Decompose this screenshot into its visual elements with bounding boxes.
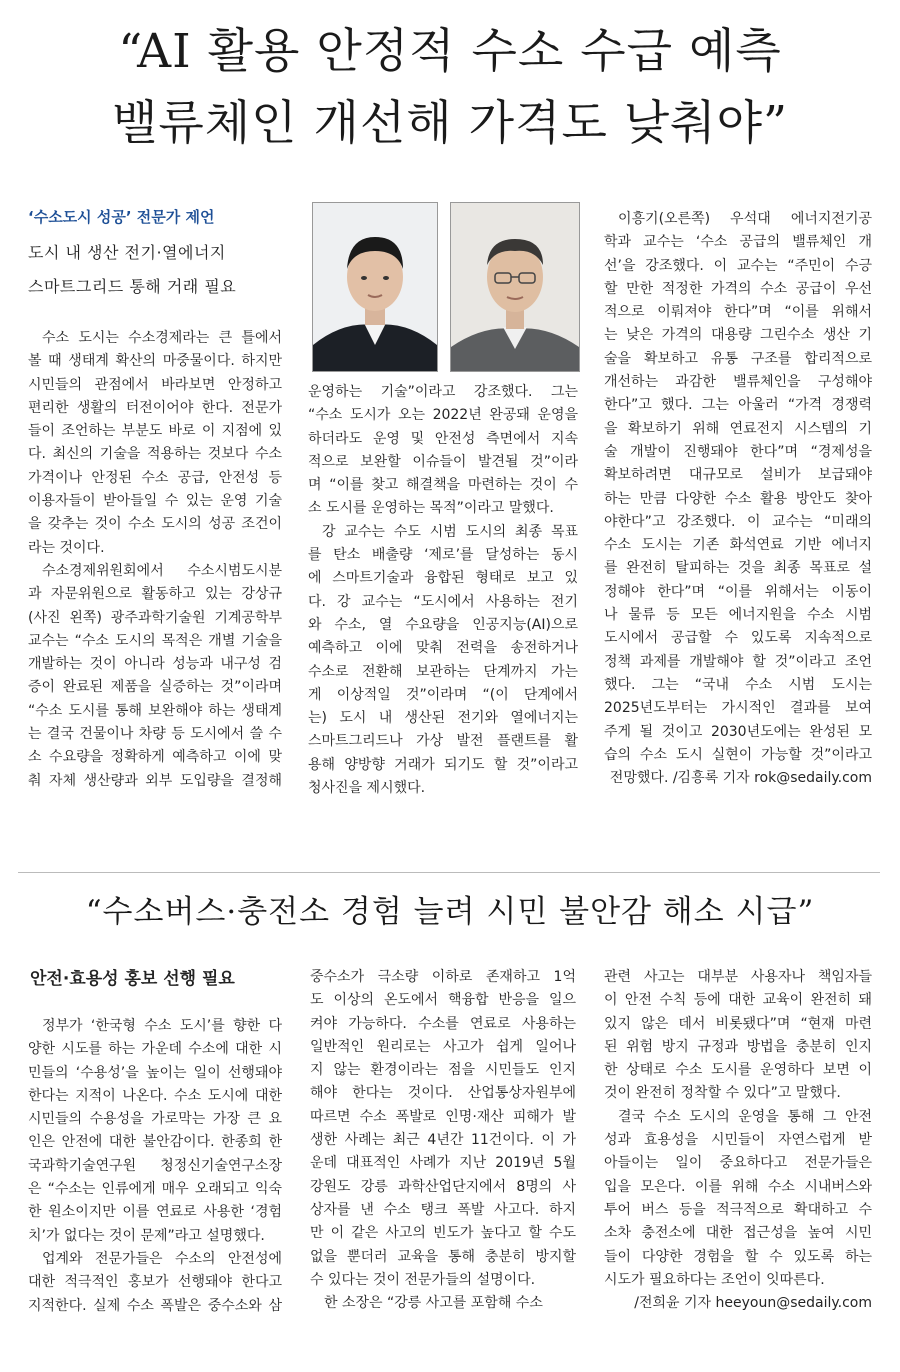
article2-column-1 [28,1015,282,1318]
text-line: 개선하는 과감한 밸류체인을 구성해야 [604,374,872,391]
text-line: 이용자들이 받아들일 수 있는 운영 기술 [28,493,282,510]
text-line: 전망했다. /김흥록 기자 rok@sedaily.com [609,770,872,787]
text-line: 2025년도부터는 가시적인 결과를 보여 [604,700,872,717]
text-line: 관련 사고는 대부분 사용자나 책임자들 [604,969,872,985]
text-line: 개발하는 것이 아니라 성능과 내구성 검 [28,656,282,673]
text-line: 적으로 이뤄져야 한다”며 “이를 위해서 [604,304,872,321]
text-line: 춰 자체 생산량과 외부 도입량을 결정해 [28,772,282,789]
text-line: 을 갖추는 것이 수소 도시의 성공 조건이 [28,516,282,533]
text-line: 나 물류 등 모든 에너지원을 수소 시범 [604,607,872,624]
text-line: 다. 강 교수는 “도시에서 사용하는 전기 [308,593,578,610]
text-line: (사진 왼쪽) 광주과학기술원 기계공학부 [28,609,282,626]
section-divider [18,872,880,873]
text-line: 이 안전 수칙 등에 대한 교육이 완전히 돼 [604,992,872,1009]
text-line: 가격이나 안정된 수소 공급, 안전성 등 [28,469,282,486]
text-line: 중수소가 극소량 이하로 존재하고 1억 [310,969,576,985]
text-line: 주게 될 것이고 2030년도에는 완성된 모 [604,723,872,740]
text-line: 는) 도시 내 생산된 전기와 열에너지는 [308,710,578,727]
text-line: 게 이상적일 것”이라며 “(이 단계에서 [308,686,578,703]
text-line: 며 “이를 찾고 해결책을 마련하는 것이 수 [308,477,578,494]
text-line: 교수는 “수소 도시의 목적은 개별 기술을 [28,632,282,649]
text-line: 이흥기(오른쪽) 우석대 에너지전기공 [618,211,872,227]
text-line: 할 만한 적정한 가격의 수소 공급이 우선 [604,280,872,297]
text-line: 소 도시를 운영하는 목적”이라고 말했다. [308,500,554,517]
article2-column-2 [310,966,576,1315]
text-line: 소 수요량을 정확하게 예측하고 이에 맞 [28,749,282,766]
text-line: 지적한다. 실제 수소 폭발은 중수소와 삼 [28,1297,282,1314]
text-line: 한 상태로 수소 도시를 운영하다 보면 이 [604,1062,872,1079]
text-line: 술 개발이 진행돼야 한다”며 “경제성을 [604,443,872,460]
text-line: 예측하고 이에 맞춰 전력을 송전하거나 [308,640,578,657]
text-line: 것이 완전히 정착할 수 있다”고 말했다. [604,1085,841,1102]
text-line: 를 탄소 배출량 ‘제로’를 달성하는 동시 [308,547,578,564]
text-line: 정부가 ‘한국형 수소 도시’를 향한 다 [42,1018,282,1034]
text-line: 을 확보하기 위해 연료전지 시스템의 기 [604,420,872,437]
text-line: 한 원소이지만 이를 연료로 사용한 ‘경험 [28,1204,282,1221]
text-line: 정책 과제를 개발해야 할 것”이라고 조언 [604,653,872,670]
text-line: 볼 때 생태계 확산의 마중물이다. 하지만 [28,353,282,370]
kicker: ‘수소도시 성공’ 전문가 제언 [28,208,215,226]
text-line: 인은 안전에 대한 불안감이다. 한종희 한 [28,1134,282,1151]
text-line: 따르면 수소 폭발로 인명·재산 피해가 발 [310,1108,576,1125]
text-line: 운데 대표적인 사례가 지난 2019년 5월 [310,1155,576,1172]
text-line: 투어 버스 등을 적극적으로 확대하고 수 [604,1201,872,1218]
text-line: 증이 완료된 제품을 실증하는 것”이라며 [28,679,282,696]
text-line: 도 이상의 온도에서 핵융합 반응을 일으 [310,992,576,1009]
text-line: 했다. 그는 “국내 수소 시범 도시는 [604,676,872,693]
text-line: 확보하려면 대규모로 설비가 보급돼야 [604,467,872,484]
text-line: 수소로 전환해 보관하는 단계까지 가는 [308,663,578,680]
portrait-left-image [313,203,437,371]
text-line: “수소 도시를 통해 보완해야 하는 생태계 [28,702,282,719]
text-line: 한다는 지적이 나온다. 수소 도시에 대한 [28,1087,282,1104]
text-line: 편리한 생활의 터전이어야 한다. 전문가 [28,399,282,416]
text-line: 수 있다는 것이 전문가들의 설명이다. [310,1271,536,1288]
text-line: 상자를 낸 수소 탱크 폭발 사고다. 하지 [310,1201,576,1218]
text-line: 적으로 보완할 이슈들이 발견될 것”이라 [308,453,578,470]
text-line: 입을 모은다. 이를 위해 수소 시내버스와 [604,1178,872,1195]
text-line: 도시에서 공급할 수 있도록 지속적으로 [604,630,872,647]
text-line: 해야 한다는 것이다. 산업통상자원부에 [310,1085,576,1102]
text-line: 정해야 한다”며 “이를 위해서는 이동이 [604,583,872,600]
text-line: 다. 최신의 기술을 적용하는 것보다 수소 [28,446,282,463]
text-line: /전희윤 기자 heeyoun@sedaily.com [634,1295,872,1312]
text-line: 술을 확보하고 유통 구조를 합리적으로 [604,350,872,367]
text-line: 아들이는 일이 중요하다고 전문가들은 [604,1155,872,1172]
text-line: 지 않는 환경이라는 점을 시민들도 인지 [310,1062,576,1079]
text-line: 치’가 없다는 것이 문제”라고 설명했다. [28,1227,265,1244]
text-line: 시민들의 수용성을 가로막는 가장 큰 요 [28,1111,282,1128]
text-line: 청사진을 제시했다. [308,780,426,797]
text-line: 들이 다양한 경험을 할 수 있도록 하는 [604,1248,872,1265]
text-line: 한다”고 했다. 그는 아울러 “가격 경쟁력 [604,397,872,414]
text-line: 없을 뿐더러 교육을 통해 충분히 방지할 [310,1248,576,1265]
text-line: 강 교수는 수도 시범 도시의 최종 목표 [322,523,578,540]
text-line: 학과 교수는 ‘수소 공급의 밸류체인 개 [604,234,872,251]
text-line: 은 “수소는 인류에게 매우 오래되고 익숙 [28,1181,282,1198]
text-line: 소차 충전소에 대한 접근성을 높여 시민 [604,1225,872,1242]
article1-column-2 [308,381,578,800]
text-line: “수소 도시가 오는 2022년 완공돼 운영을 [308,407,578,424]
text-line: 대한 적극적인 홍보가 선행돼야 한다고 [28,1274,282,1291]
text-line: 하더라도 운영 및 안전성 측면에서 지속 [308,430,578,447]
text-line: 수소 도시는 기존 화석연료 기반 에너지 [604,537,872,554]
text-line: 만 이 같은 사고의 빈도가 높다고 할 수도 [310,1225,576,1242]
text-line: 한 소장은 “강릉 사고를 포함해 수소 [324,1295,543,1312]
article1-column-3 [604,208,872,790]
text-line: 된 위험 방지 규정과 방법을 충분히 인지 [604,1038,872,1055]
text-line: 성과 효용성을 시민들이 자연스럽게 받 [604,1132,872,1149]
headline-line-2: 밸류체인 개선해 가격도 낮춰야” [111,96,789,151]
text-line: 용해 양방향 거래가 되기도 할 것”이라고 [308,756,578,773]
text-line: 하는 만큼 다양한 수소 활용 방안도 찾아 [604,490,872,507]
text-line: 시민들의 관점에서 바라보면 안정하고 [28,376,282,393]
article2-subhead: 안전·효용성 홍보 선행 필요 [30,969,235,989]
text-line: 운영하는 기술”이라고 강조했다. 그는 [308,384,578,400]
text-line: 수소경제위원회에서 수소시범도시분 [42,562,282,579]
text-line: 습의 수소 도시 실현이 가능할 것”이라고 [604,746,872,763]
text-line: 일반적인 원리로는 사고가 쉽게 일어나 [310,1038,576,1055]
text-line: 있지 않은 데서 비롯됐다”며 “현재 마련 [604,1015,872,1032]
text-line: 켜야 가능하다. 수소를 연료로 사용하는 [310,1015,576,1032]
photo-left-professor [312,202,438,372]
text-line: 를 완전히 탈피하는 것을 최종 목표로 설 [604,560,872,577]
text-line: 양한 시도를 하는 가운데 수소에 대한 시 [28,1041,282,1058]
subhead-line-1: 도시 내 생산 전기·열에너지 [28,243,226,262]
text-line: 들이 조언하는 부분도 바로 이 지점에 있 [28,423,282,440]
text-line: 과 자문위원으로 활동하고 있는 강상규 [28,586,282,603]
text-line: 와 수소, 열 수요량을 인공지능(AI)으로 [308,616,578,633]
text-line: 에 스마트기술과 융합된 형태로 보고 있 [308,570,578,587]
text-line: 시도가 필요하다는 조언이 잇따른다. [604,1271,825,1288]
text-line: 수소 도시는 수소경제라는 큰 틀에서 [42,330,282,346]
text-line: 생한 사례는 최근 4년간 11건이다. 이 가 [310,1132,576,1149]
text-line: 강원도 강릉 과학산업단지에서 8명의 사 [310,1178,576,1195]
text-line: 는 낮은 가격의 대용량 그린수소 생산 기 [604,327,872,344]
text-line: 민들의 ‘수용성’을 높이는 일이 선행돼야 [28,1064,282,1081]
headline-article-2: “수소버스·충전소 경험 늘려 시민 불안감 해소 시급” [85,894,815,930]
portrait-right-image [451,203,579,371]
text-line: 스마트그리드나 가상 발전 플랜트를 활 [308,733,578,750]
text-line: 업계와 전문가들은 수소의 안전성에 [42,1250,282,1267]
text-line: 결국 수소 도시의 운영을 통해 그 안전 [618,1108,872,1125]
text-line: 야한다”고 강조했다. 이 교수는 “미래의 [604,513,872,530]
article1-column-1 [28,327,282,793]
text-line: 라는 것이다. [28,539,105,556]
text-line: 국과학기술연구원 청정신기술연구소장 [28,1157,282,1174]
text-line: 선’을 강조했다. 이 교수는 “주민이 수긍 [604,257,872,274]
subhead-line-2: 스마트그리드 통해 거래 필요 [28,277,237,296]
article2-column-3 [604,966,872,1315]
photo-right-professor [450,202,580,372]
headline-line-1: “AI 활용 안정적 수소 수급 예측 [118,24,782,79]
text-line: 는 결국 건물이나 차량 등 도시에서 쓸 수 [28,726,282,743]
